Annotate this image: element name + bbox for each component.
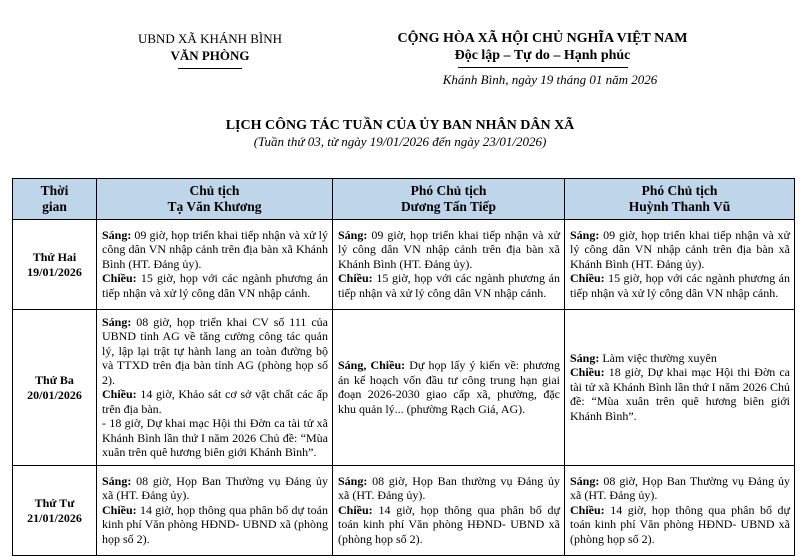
schedule-cell: Sáng: 08 giờ, Họp Ban Thường vụ Đảng ủy xã (HT. Đảng ủy). Chiều: 14 giờ, họp thông qua phân bổ dự toán kinh phí Văn phòng HĐND- UBND xã (phòng họp số 2). [565,466,795,556]
schedule-cell: Sáng: 09 giờ, họp triển khai tiếp nhận và xử lý công dân VN nhập cảnh trên địa bàn xã Khánh Bình (HT. Đảng ủy). Chiều: 15 giờ, họp với các ngành phương án tiếp nhận và xử lý công dân VN nhập cảnh. [97,220,333,310]
table-row [13,310,795,466]
document-title: LỊCH CÔNG TÁC TUẦN CỦA ỦY BAN NHÂN DÂN XÃ [225,118,575,133]
table-header-row [13,179,795,220]
national-header [385,30,700,68]
schedule-cell: Sáng: 08 giờ, Họp Ban Thường vụ Đảng ủy xã (HT. Đảng ủy). Chiều: 14 giờ, họp thông qua phân bổ dự toán kinh phí Văn phòng HĐND- UBND xã (phòng họp số 2). [97,466,333,556]
office-name: VĂN PHÒNG [170,48,250,63]
place-date: Khánh Bình, ngày 19 tháng 01 năm 2026 [442,72,658,87]
schedule-cell: Sáng: Làm việc thường xuyên Chiều: 18 giờ, Dự khai mạc Hội thi Đờn ca tài tử xã Khánh Bình lần thứ I năm 2026 Chủ đề: “Mùa xuân trên quê hương biên giới Khánh Bình”. [565,310,795,466]
motto-underline [458,67,628,68]
col-header-vice-chairman-2: Phó Chủ tịch Huỳnh Thanh Vũ [565,179,795,220]
document-subtitle: (Tuần thứ 03, từ ngày 19/01/2026 đến ngày 23/01/2026) [253,134,547,149]
day-cell: Thứ Tư 21/01/2026 [13,466,97,556]
nation-name: CỘNG HÒA XÃ HỘI CHỦ NGHĨA VIỆT NAM [397,31,688,46]
col-header-vice-chairman-1: Phó Chủ tịch Dương Tấn Tiếp [333,179,565,220]
schedule-cell: Sáng: 08 giờ, họp triển khai CV số 111 của UBND tỉnh AG về tăng cường công tác quản lý, lập lại trật tự hành lang an toàn đường bộ và TTXD trên địa bàn tỉnh AG (phòng họp số 2). Chiều: 14 giờ, Khảo sát cơ sở vật chất các ấp trên địa bàn. - 18 giờ, Dự khai mạc Hội thi Đờn ca tài tử xã Khánh Bình lần thứ I năm 2026 Chủ đề: “Mùa xuân trên quê hương biên giới Khánh Bình”. [97,310,333,466]
table-row [13,466,795,556]
day-cell: Thứ Hai 19/01/2026 [13,220,97,310]
col-header-time: Thời gian [13,179,97,220]
day-cell: Thứ Ba 20/01/2026 [13,310,97,466]
schedule-cell: Sáng: 08 giờ, Họp Ban thường vụ Đảng ủy xã (HT. Đảng ủy). Chiều: 14 giờ, họp thông qua phân bổ dự toán kinh phí Văn phòng HĐND- UBND xã (phòng họp số 2). [333,466,565,556]
schedule-cell: Sáng, Chiều: Dự họp lấy ý kiến về: phương án kế hoạch vốn đầu tư công trung hạn giai đoạn 2026-2030 giao cấp xã, phường, đặc khu quản lý... (phường Rạch Giá, AG). [333,310,565,466]
schedule-table [12,178,795,556]
org-header [110,30,310,69]
org-name: UBND XÃ KHÁNH BÌNH [137,31,283,46]
national-motto: Độc lập – Tự do – Hạnh phúc [454,48,631,63]
schedule-cell: Sáng: 09 giờ, họp triển khai tiếp nhận và xử lý công dân VN nhập cảnh trên địa bàn xã Khánh Bình (HT. Đảng ủy). Chiều: 15 giờ, họp với các ngành phương án tiếp nhận và xử lý công dân VN nhập cảnh. [333,220,565,310]
table-row [13,220,795,310]
org-underline [178,68,242,69]
col-header-chairman: Chủ tịch Tạ Văn Khương [97,179,333,220]
schedule-cell: Sáng: 09 giờ, họp triển khai tiếp nhận và xử lý công dân VN nhập cảnh trên địa bàn xã Khánh Bình (HT. Đảng ủy). Chiều: 15 giờ, họp với các ngành phương án tiếp nhận và xử lý công dân VN nhập cảnh. [565,220,795,310]
